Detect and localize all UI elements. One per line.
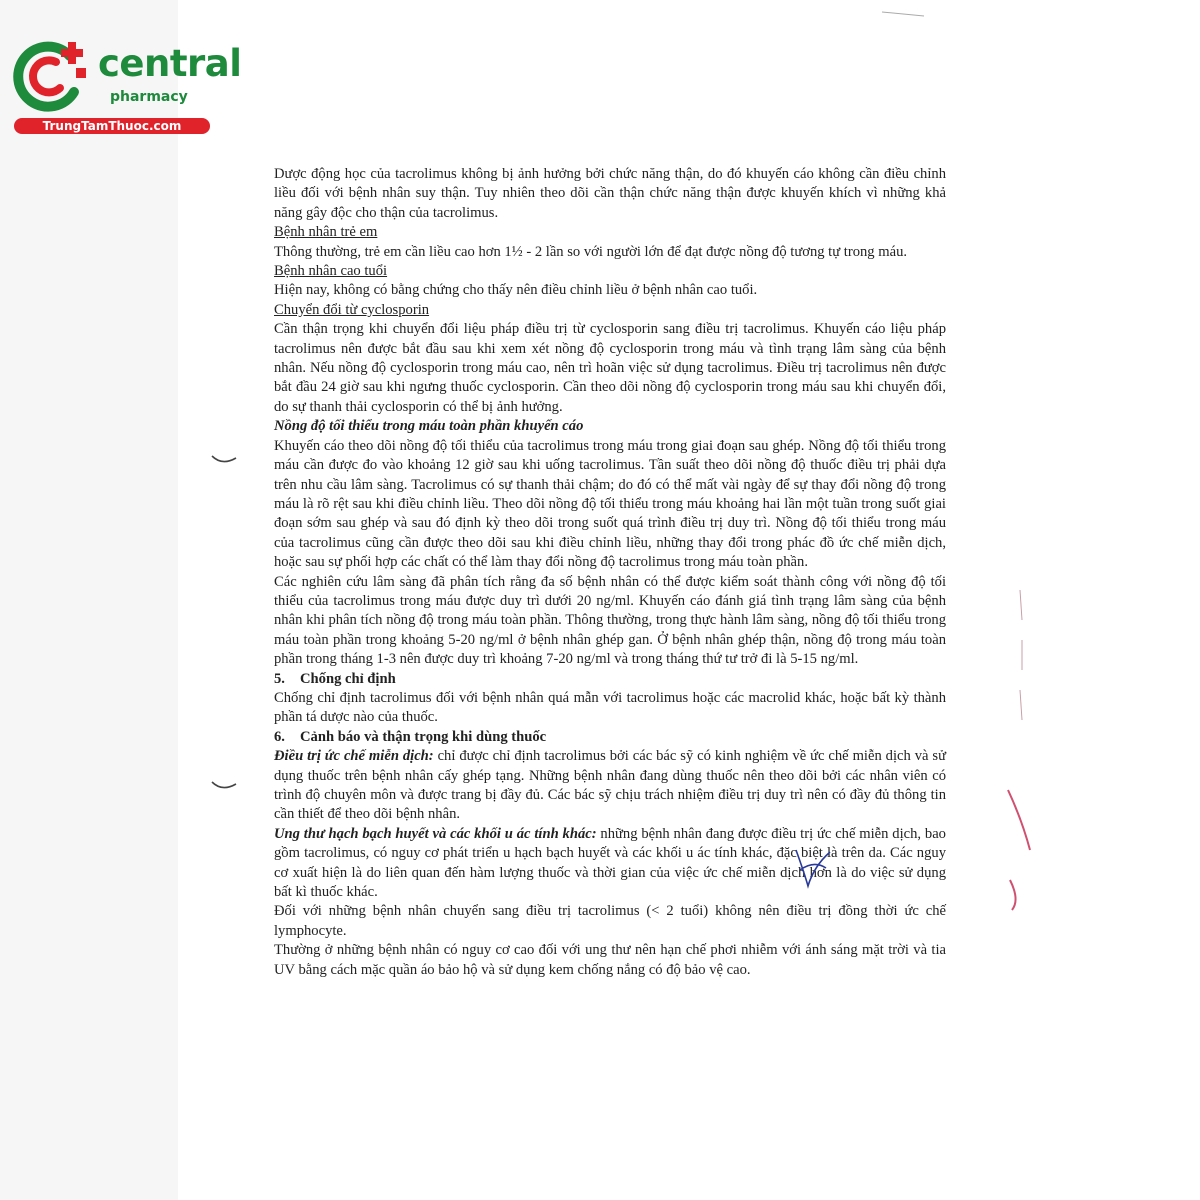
logo-website-banner: TrungTamThuoc.com — [14, 118, 210, 134]
subheading-elderly: Bệnh nhân cao tuổi — [274, 263, 388, 280]
scan-mark-icon — [880, 6, 930, 20]
logo-subtitle: pharmacy — [110, 89, 188, 105]
subheading-cyclosporin-switch: Chuyển đổi từ cyclosporin — [274, 301, 430, 318]
paragraph-immunosuppression — [274, 747, 946, 825]
paragraph-children: Thông thường, trẻ em cần liều cao hơn 1½ - 2 lần so với người lớn để đạt được nồng độ tương tự trong máu. — [274, 243, 908, 260]
subheading-children: Bệnh nhân trẻ em — [274, 224, 378, 241]
signature-icon — [790, 842, 840, 892]
paragraph-trough-targets: Các nghiên cứu lâm sàng đã phân tích rằng đa số bệnh nhân có thể được kiểm soát thành công với nồng độ tối thiểu của tacrolimus trong máu được duy trì dưới 20 ng/ml. Khuyến cáo đánh giá tình trạng lâm sàng của bệnh nhân khi phân tích nồng độ trong máu toàn phần. Thông thường, trong thực hành lâm sàng, nồng độ tối thiểu trong máu toàn phần trong khoảng 5-20 ng/ml ở bệnh nhân ghép gan. Ở bệnh nhân ghép thận, nồng độ trong máu toàn phần trong tháng 1-3 nên được duy trì khoảng 7-20 ng/ml và trong tháng thứ tư trở đi là 5-15 ng/ml. — [274, 573, 946, 668]
section-number: 6. — [274, 728, 285, 745]
paragraph-trough-monitoring: Khuyến cáo theo dõi nồng độ tối thiểu của tacrolimus trong máu trong giai đoạn sau ghép. Nồng độ tối thiểu trong máu cần được đo vào khoảng 12 giờ sau khi uống tacrolimus. Tần suất theo dõi nồng độ thuốc điều trị phải dựa trên nhu cầu lâm sàng. Tacrolimus có sự thanh thải chậm; do đó có thể mất vài ngày để sự thay đổi nồng độ trong máu là rõ rệt sau khi điều chỉnh liều. Theo dõi nồng độ tối thiểu trong máu khoảng hai lần một tuần trong suốt giai đoạn sớm sau ghép và sau đó định kỳ theo dõi trong suốt quá trình điều trị duy trì. Nồng độ tối thiểu trong máu của tacrolimus cũng cần được theo dõi sau khi điều chỉnh liều, những thay đổi trong phác đồ ức chế miễn dịch, hoặc sau sự phối hợp các chất có thể làm thay đổi nồng độ tacrolimus trong máu toàn phần. — [274, 437, 946, 571]
section-title: Cảnh báo và thận trọng khi dùng thuốc — [300, 728, 547, 745]
paragraph-text: chỉ được chỉ định tacrolimus bởi các bác sỹ có kinh nghiệm về ức chế miễn dịch và sử dụng thuốc trên bệnh nhân cấy ghép tạng. Những bệnh nhân đang dùng thuốc nên theo dõi bởi các nhân viên có trình độ chuyên môn và được trang bị đầy đủ. Các bác sỹ chịu trách nhiệm điều trị duy trì nên có đầy đủ thông tin cần thiết để theo dõi bệnh nhân. — [274, 748, 946, 823]
paragraph-elderly: Hiện nay, không có bằng chứng cho thấy nên điều chỉnh liều ở bệnh nhân cao tuổi. — [274, 282, 758, 299]
paragraph-text: những bệnh nhân đang được điều trị ức chế miễn dịch, bao gồm tacrolimus, có nguy cơ phát triển u hạch bạch huyết và các khối u ác tính khác, đặc biệt là trên da. Các nguy cơ xuất hiện là do liên quan đến hàm lượng thuốc và thời gian của việc ức chế miễn dịch hơn là do việc sử dụng bất kì thuốc khác. — [274, 825, 946, 901]
paragraph-renal: Dược động học của tacrolimus không bị ảnh hưởng bởi chức năng thận, do đó khuyến cáo không cần điều chỉnh liều đối với bệnh nhân suy thận. Tuy nhiên theo dõi cần thận chức năng thận được khuyến khích vì những khả năng gây độc cho thận của tacrolimus. — [274, 166, 946, 221]
pharmacy-cross-icon — [10, 36, 94, 116]
logo-brand-name: central — [98, 42, 242, 85]
section-number: 5. — [274, 670, 285, 687]
punch-mark-icon — [210, 450, 240, 470]
document-body — [274, 165, 946, 980]
paragraph-lymphocyte: Đối với những bệnh nhân chuyển sang điều trị tacrolimus (< 2 tuổi) không nên điều trị đồng thời ức chế lymphocyte. — [274, 903, 946, 939]
section-heading-contraindications — [274, 670, 946, 689]
central-pharmacy-logo — [10, 36, 242, 136]
paragraph-lead: Ung thư hạch bạch huyết và các khối u ác tính khác: — [274, 825, 597, 842]
subheading-trough-level: Nồng độ tối thiểu trong máu toàn phần khuyến cáo — [274, 418, 584, 435]
margin-stamp-icon — [1000, 580, 1040, 920]
section-heading-warnings — [274, 728, 946, 747]
punch-mark-icon — [210, 776, 240, 796]
paragraph-lymphoma — [274, 825, 946, 903]
paragraph-lead: Điều trị ức chế miễn dịch: — [274, 748, 434, 765]
paragraph-uv-exposure: Thường ở những bệnh nhân có nguy cơ cao đối với ung thư nên hạn chế phơi nhiễm với ánh sáng mặt trời và tia UV bằng cách mặc quần áo bảo hộ và sử dụng kem chống nắng có độ bảo vệ cao. — [274, 942, 946, 978]
page-margin-strip — [0, 0, 178, 1200]
paragraph-cyclosporin-switch: Cần thận trọng khi chuyển đổi liệu pháp điều trị từ cyclosporin sang điều trị tacrolimus. Khuyến cáo liệu pháp tacrolimus nên được bắt đầu sau khi xem xét nồng độ cyclosporin trong máu và tình trạng lâm sàng của bệnh nhân. Nếu nồng độ cyclosporin trong máu cao, nên trì hoãn việc sử dụng tacrolimus. Điều trị tacrolimus nên được bắt đầu 24 giờ sau khi ngưng thuốc cyclosporin. Cần theo dõi nồng độ cyclosporin trong máu sau khi chuyển đổi, do sự thanh thải cyclosporin có thể bị ảnh hưởng. — [274, 321, 946, 415]
paragraph-contraindications: Chống chỉ định tacrolimus đối với bệnh nhân quá mẫn với tacrolimus hoặc các macrolid khác, hoặc bất kỳ thành phần tá dược nào của thuốc. — [274, 689, 946, 726]
section-title: Chống chỉ định — [300, 670, 396, 687]
